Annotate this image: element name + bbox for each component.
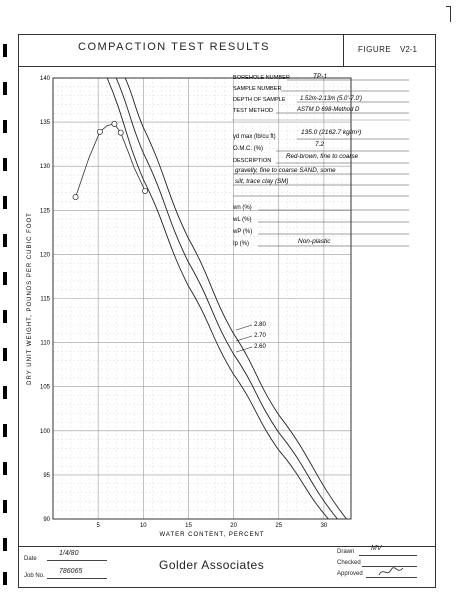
plasticity-index-value: Non-plastic xyxy=(298,238,331,245)
sample-label: SAMPLE NUMBER xyxy=(233,86,282,92)
compaction-curve-line xyxy=(76,124,146,197)
liquid-limit-label: wL (%) xyxy=(233,217,252,223)
drawn-value: MV xyxy=(371,545,382,552)
test-method-value: ASTM D 698-Method D xyxy=(297,107,360,113)
description-line-1: Red-brown, fine to coarse xyxy=(286,153,359,160)
zero-air-voids-label: 2.80 xyxy=(254,322,266,328)
company-name: Golder Associates xyxy=(159,558,265,572)
x-tick-label: 20 xyxy=(230,523,237,529)
description-line-3: silt, trace clay (SM) xyxy=(235,178,289,185)
y-tick-label: 120 xyxy=(39,252,50,259)
date-label: Date xyxy=(24,556,37,562)
plastic-limit-label: wP (%) xyxy=(233,229,253,235)
y-tick-label: 125 xyxy=(39,208,50,215)
x-tick-label: 25 xyxy=(275,523,283,529)
zero-air-voids-leader xyxy=(236,336,252,341)
test-point xyxy=(118,130,123,135)
description-line-2: gravelly, fine to coarse SAND, some xyxy=(235,167,336,174)
compaction-curve xyxy=(76,124,146,197)
zero-air-voids-label: 2.60 xyxy=(254,344,266,350)
plasticity-index-label: Ip (%) xyxy=(233,241,250,247)
drawn-label: Drawn xyxy=(337,549,355,555)
checked-label: Checked xyxy=(337,560,361,566)
test-point xyxy=(73,194,78,199)
job-number-label: Job No. xyxy=(24,573,45,579)
axis-ticks xyxy=(40,76,328,529)
y-axis-label: DRY UNIT WEIGHT, POUNDS PER CUBIC FOOT xyxy=(27,212,33,385)
max-dry-density-label: γd max (lb/cu ft) xyxy=(233,134,276,140)
y-tick-label: 115 xyxy=(40,296,50,303)
job-number-value: 786065 xyxy=(59,568,83,575)
max-dry-density-value: 135.0 (2162.7 kg/m³) xyxy=(301,129,362,136)
y-tick-label: 105 xyxy=(39,384,50,391)
y-tick-label: 90 xyxy=(43,517,50,523)
y-tick-label: 130 xyxy=(39,164,50,171)
x-axis-label: WATER CONTENT, PERCENT xyxy=(159,532,265,538)
depth-value: 1.52m-2.13m (5.0'-7.0') xyxy=(300,96,362,102)
borehole-value: TP-1 xyxy=(313,73,328,80)
omc-label: O.M.C. (%) xyxy=(233,146,263,152)
test-method-label: TEST METHOD xyxy=(233,108,273,114)
x-tick-label: 5 xyxy=(96,523,100,529)
chart-grid xyxy=(53,78,351,519)
date-value: 1/4/80 xyxy=(59,550,79,557)
y-tick-label: 95 xyxy=(43,472,50,479)
natural-water-content-label: wn (%) xyxy=(233,205,252,211)
borehole-label: BOREHOLE NUMBER xyxy=(233,75,290,81)
x-tick-label: 30 xyxy=(320,523,328,529)
x-tick-label: 10 xyxy=(139,523,147,529)
y-tick-label: 110 xyxy=(40,340,50,347)
zero-air-voids-label: 2.70 xyxy=(254,333,266,339)
zero-air-voids-leader xyxy=(236,325,252,330)
test-points xyxy=(73,121,148,199)
omc-value: 7.2 xyxy=(315,141,325,148)
test-point xyxy=(97,129,102,134)
figure-label: FIGURE xyxy=(358,45,392,54)
approved-label: Approved xyxy=(337,571,363,577)
x-tick-label: 15 xyxy=(185,523,192,529)
page-title: COMPACTION TEST RESULTS xyxy=(78,41,270,53)
y-tick-label: 135 xyxy=(39,120,50,127)
test-point xyxy=(143,188,148,193)
sample-info-panel xyxy=(232,73,410,247)
test-point xyxy=(112,121,117,126)
description-label: DESCRIPTION xyxy=(233,158,272,164)
y-tick-label: 140 xyxy=(39,76,50,82)
figure-number: V2-1 xyxy=(400,45,417,54)
y-tick-label: 100 xyxy=(39,428,50,435)
depth-label: DEPTH OF SAMPLE xyxy=(233,97,286,103)
